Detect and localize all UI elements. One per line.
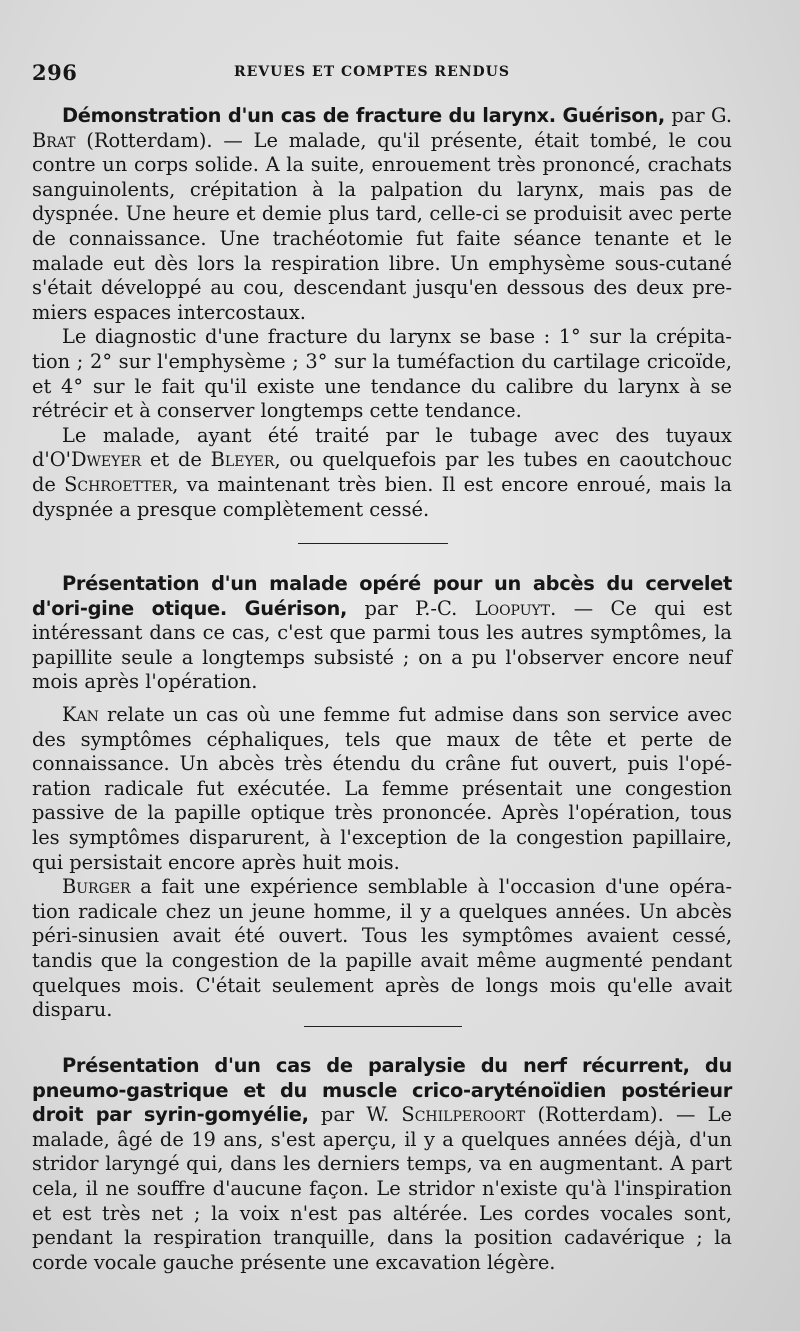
article-2-body-2: relate un cas où une femme fut admise dans son service avec des symptômes céphaliques, tels que maux de tête et perte de connaissance. Un abcès très étendu du crâne fut ouvert, puis l'opé-ration radicale fut exécutée. La femme présentait une congestion passive de la papille optique très prononcée. Après l'opération, tous les symptômes disparurent, à l'exception de la congestion papillaire, qui persistait encore après huit mois. <box>32 702 732 874</box>
article-3-paragraph-1 <box>32 1054 732 1275</box>
author-name-burger: Burger <box>62 875 131 899</box>
article-1-paragraph-2: Le diagnostic d'une fracture du larynx se base : 1° sur la crépita-tion ; 2° sur l'emphysème ; 3° sur la tuméfaction du cartilage cricoïde, et 4° sur le fait qu'il existe une tendance du calibre du larynx à se rétrécir et à conserver longtemps cette tendance. <box>32 325 732 423</box>
article-paralysie-recurrent <box>32 1054 732 1275</box>
article-1-paragraph-3 <box>32 424 732 522</box>
article-3-body-1: (Rotterdam). — Le malade, âgé de 19 ans, s'est aperçu, il y a quelques années déjà, d'un stridor laryngé qui, dans les derniers temps, va en augmentant. A part cela, il ne souffre d'aucune façon. Le stridor n'existe qu'à l'inspiration et est très net ; la voix n'est pas altérée. Les cordes vocales sont, pendant la respiration tranquille, dans la position cadavérique ; la corde vocale gauche présente une excavation légère. <box>32 1103 733 1274</box>
article-1-p3-text-c: , ou quelquefois par les tubes en caoutchouc de <box>32 448 732 496</box>
article-fracture-larynx <box>32 104 732 522</box>
author-name-odweyer: O'Dweyer <box>49 448 142 472</box>
article-abces-cervelet <box>32 572 732 1023</box>
article-1-p3-text-a: Le malade, ayant été traité par le tubage avec des tuyaux d' <box>32 423 732 472</box>
article-2-paragraph-1 <box>32 572 732 695</box>
article-2-byline: par P.-C. <box>347 596 475 620</box>
author-name-schroetter: Schroetter <box>64 472 173 496</box>
article-1-body-1: (Rotterdam). — Le malade, qu'il présente, était tombé, le cou contre un corps solide. A la suite, enrouement très prononcé, crachats sanguinolents, crépitation à la palpation du larynx, mais pas de dyspnée. Une heure et demie plus tard, celle-ci se produisit avec perte de connaissance. Une trachéotomie fut faite séance tenante et le malade eut dès lors la respiration libre. Un emphysème sous-cutané s'était développé au cou, descendant jusqu'en dessous des deux pre-miers espaces intercostaux. <box>32 128 732 324</box>
author-name-bleyer: Bleyer <box>210 448 275 472</box>
article-1-p3-text-b: et de <box>141 448 211 472</box>
article-2-title: Présentation d'un malade opéré pour un abcès du cervelet d'ori-gine otique. Guérison, <box>32 572 732 620</box>
article-1-author: Brat <box>32 128 76 152</box>
section-divider-2 <box>304 1026 462 1027</box>
article-2-paragraph-3 <box>32 875 732 1023</box>
article-1-p3-text-d: , va maintenant très bien. Il est encore enroué, mais la dyspnée a presque complètement cessé. <box>32 472 732 521</box>
article-3-title: Présentation d'un cas de paralysie du nerf récurrent, du pneumo-gastrique et du muscle crico-aryténoïdien postérieur droit par syrin-gomyélie, <box>32 1054 732 1127</box>
page-number: 296 <box>32 60 78 85</box>
article-1-title: Démonstration d'un cas de fracture du larynx. Guérison, <box>62 104 665 127</box>
article-1-paragraph-1 <box>32 104 732 325</box>
article-3-author: Schilperoort <box>401 1103 526 1127</box>
article-3-byline: par W. <box>308 1103 402 1127</box>
running-head: REVUES ET COMPTES RENDUS <box>234 64 510 80</box>
author-name-kan: Kan <box>62 702 99 726</box>
article-1-byline: par G. <box>664 104 732 127</box>
article-2-author: Loopuyt <box>474 596 551 620</box>
article-2-body-3: a fait une expérience semblable à l'occasion d'une opéra-tion radicale chez un jeune homme, il y a quelques années. Un abcès péri-sinusien avait été ouvert. Tous les symptômes avaient cessé, tandis que la congestion de la papille avait même augmenté pendant quelques mois. C'était seulement après de longs mois qu'elle avait disparu. <box>32 875 732 1022</box>
article-2-paragraph-2 <box>32 703 732 875</box>
page-header <box>32 60 732 92</box>
section-divider-1 <box>298 543 448 544</box>
article-2-body-1: . — Ce qui est intéressant dans ce cas, c'est que parmi tous les autres symptômes, la papillite seule a longtemps subsisté ; on a pu l'observer encore neuf mois après l'opération. <box>32 596 732 694</box>
